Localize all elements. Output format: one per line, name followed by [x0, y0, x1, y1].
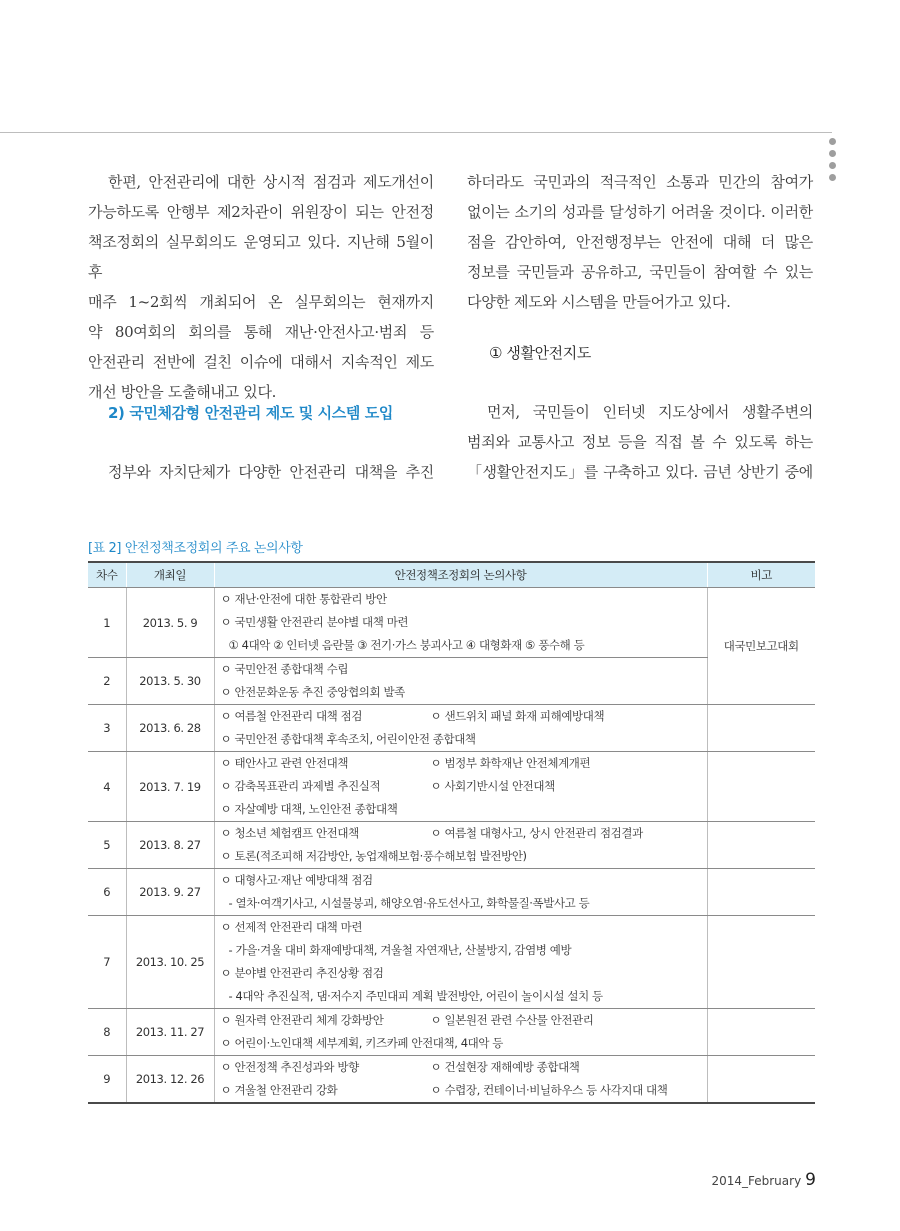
agenda-item: ㅇ 선제적 안전관리 대책 마련 [220, 920, 363, 934]
agenda-line [221, 1056, 707, 1079]
agenda-item: ㅇ 어린이·노인대책 세부계획, 키즈카페 안전대책, 4대악 등 [220, 1036, 504, 1050]
dot [829, 162, 836, 169]
round-cell: 2 [88, 658, 126, 705]
agenda-item: ㅇ 사회기반시설 안전대책 [430, 779, 555, 793]
text-line: 약 80여회의 회의를 통해 재난·안전사고·범죄 등 [88, 323, 434, 341]
round-cell: 4 [88, 752, 126, 822]
agenda-item: ㅇ 안전문화운동 추진 중앙협의회 발족 [220, 685, 405, 699]
agenda-item: - 4대악 추진실적, 댐·저수지 주민대피 계획 발전방안, 어린이 놀이시설 설치 등 [228, 989, 603, 1003]
agenda-line [221, 634, 707, 657]
agenda-cell [214, 869, 707, 916]
remark-cell [707, 822, 815, 869]
agenda-line [221, 1032, 707, 1055]
text-line: 정부와 자치단체가 다양한 안전관리 대책을 추진 [108, 463, 434, 481]
agenda-line [221, 892, 707, 915]
date-cell: 2013. 11. 27 [126, 1009, 214, 1056]
remark-cell [707, 705, 815, 752]
agenda-cell [214, 822, 707, 869]
footer-label: 2014_February [711, 1174, 802, 1188]
text-line: 안전관리 전반에 걸친 이슈에 대해서 지속적인 제도 [88, 353, 434, 371]
text-line: 매주 1~2회씩 개최되어 온 실무회의는 현재까지 [88, 293, 434, 311]
text-line: 범죄와 교통사고 정보 등을 직접 볼 수 있도록 하는 [467, 433, 813, 451]
remark-cell [707, 752, 815, 822]
date-cell: 2013. 6. 28 [126, 705, 214, 752]
agenda-cell [214, 752, 707, 822]
header-date: 개최일 [126, 562, 214, 588]
right-column-para2 [467, 397, 813, 487]
table-row [88, 822, 815, 869]
agenda-item: ㅇ 자살예방 대책, 노인안전 종합대책 [220, 802, 398, 816]
agenda-line [221, 939, 707, 962]
date-cell: 2013. 12. 26 [126, 1056, 214, 1104]
subheading: ① 생활안전지도 [489, 344, 591, 362]
agenda-item: ① 4대악 ② 인터넷 음란물 ③ 전기·가스 붕괴사고 ④ 대형화재 ⑤ 풍수해 등 [228, 638, 585, 652]
remark-cell: 대국민보고대회 [707, 588, 815, 705]
agenda-item: ㅇ 국민생활 안전관리 분야별 대책 마련 [220, 615, 409, 629]
right-column-para1 [467, 167, 813, 317]
agenda-cell [214, 588, 707, 658]
agenda-item: ㅇ 범정부 화학재난 안전체계개편 [430, 756, 591, 770]
agenda-line [221, 728, 707, 751]
round-cell: 5 [88, 822, 126, 869]
agenda-item: ㅇ 건설현장 재해예방 종합대책 [430, 1060, 580, 1074]
text-line: 한편, 안전관리에 대한 상시적 점검과 제도개선이 [108, 173, 434, 191]
header-rule [0, 132, 832, 133]
agenda-line [221, 588, 707, 611]
agenda-item: ㅇ 겨울철 안전관리 강화 [220, 1083, 338, 1097]
table-body [88, 588, 815, 1104]
agenda-line [221, 962, 707, 985]
agenda-line [221, 869, 707, 892]
agenda-line [221, 775, 707, 798]
round-cell: 7 [88, 916, 126, 1009]
agenda-item: ㅇ 국민안전 종합대책 후속조치, 어린이안전 종합대책 [220, 732, 476, 746]
date-cell: 2013. 9. 27 [126, 869, 214, 916]
date-cell: 2013. 10. 25 [126, 916, 214, 1009]
section-heading: 2) 국민체감형 안전관리 제도 및 시스템 도입 [108, 404, 393, 422]
agenda-cell [214, 916, 707, 1009]
agenda-line [221, 681, 707, 704]
agenda-item: ㅇ 토론(적조피해 저감방안, 농업재해보험·풍수해보험 발전방안) [220, 849, 527, 863]
agenda-item: ㅇ 분야별 안전관리 추진상황 점검 [220, 966, 384, 980]
agenda-line [221, 705, 707, 728]
agenda-line [221, 1009, 707, 1032]
agenda-item: ㅇ 원자력 안전관리 체계 강화방안 [220, 1013, 384, 1027]
agenda-item: - 열차·여객기사고, 시설물붕괴, 해양오염·유도선사고, 화학물질·폭발사고 등 [228, 896, 590, 910]
remark-cell [707, 916, 815, 1009]
agenda-item: ㅇ 여름철 안전관리 대책 점검 [220, 709, 363, 723]
table-caption: [표 2] 안전정책조정회의 주요 논의사항 [88, 541, 303, 556]
text-line: 다양한 제도와 시스템을 만들어가고 있다. [467, 293, 731, 311]
agenda-item: ㅇ 태안사고 관련 안전대책 [220, 756, 349, 770]
agenda-cell [214, 658, 707, 705]
text-line: 먼저, 국민들이 인터넷 지도상에서 생활주변의 [487, 403, 813, 421]
table-row [88, 658, 815, 705]
dot [829, 138, 836, 145]
date-cell: 2013. 7. 19 [126, 752, 214, 822]
agenda-cell [214, 705, 707, 752]
table-row [88, 869, 815, 916]
left-column-para1 [88, 167, 434, 407]
agenda-line [221, 752, 707, 775]
dot [829, 150, 836, 157]
round-cell: 3 [88, 705, 126, 752]
agenda-item: ㅇ 샌드위치 패널 화재 피해예방대책 [430, 709, 605, 723]
agenda-item: ㅇ 안전정책 추진성과와 방향 [220, 1060, 359, 1074]
agenda-line [221, 611, 707, 634]
agenda-item: ㅇ 재난·안전에 대한 통합관리 방안 [220, 592, 387, 606]
agenda-line [221, 845, 707, 868]
agenda-line [221, 1079, 707, 1102]
agenda-line [221, 658, 707, 681]
table-header-row [88, 562, 815, 588]
text-line: 정보를 국민들과 공유하고, 국민들이 참여할 수 있는 [467, 263, 813, 281]
date-cell: 2013. 8. 27 [126, 822, 214, 869]
remark-cell [707, 1056, 815, 1104]
table-row [88, 916, 815, 1009]
agenda-item: ㅇ 여름철 대형사고, 상시 안전관리 점검결과 [430, 826, 643, 840]
text-line: 없이는 소기의 성과를 달성하기 어려울 것이다. 이러한 [467, 203, 813, 221]
round-cell: 6 [88, 869, 126, 916]
remark-cell [707, 869, 815, 916]
date-cell: 2013. 5. 30 [126, 658, 214, 705]
date-cell: 2013. 5. 9 [126, 588, 214, 658]
agenda-table [88, 561, 815, 1104]
table-row [88, 752, 815, 822]
decorative-dots [829, 138, 839, 186]
page-footer [711, 1170, 816, 1190]
text-line: 하더라도 국민과의 적극적인 소통과 민간의 참여가 [467, 173, 813, 191]
round-cell: 1 [88, 588, 126, 658]
header-round: 차수 [88, 562, 126, 588]
agenda-line [221, 985, 707, 1008]
agenda-item: ㅇ 감축목표관리 과제별 추진실적 [220, 779, 381, 793]
text-line: 가능하도록 안행부 제2차관이 위원장이 되는 안전정 [88, 203, 434, 221]
table-row [88, 588, 815, 658]
page-number: 9 [805, 1170, 816, 1190]
table-row [88, 1009, 815, 1056]
remark-cell [707, 1009, 815, 1056]
table-row [88, 1056, 815, 1104]
text-line: 개선 방안을 도출해내고 있다. [88, 383, 277, 401]
agenda-line [221, 822, 707, 845]
agenda-item: ㅇ 수렵장, 컨테이너·비닐하우스 등 사각지대 대책 [430, 1083, 668, 1097]
agenda-cell [214, 1056, 707, 1104]
dot [829, 174, 836, 181]
header-remark: 비고 [707, 562, 815, 588]
text-line: 「생활안전지도」를 구축하고 있다. 금년 상반기 중에 [467, 463, 813, 481]
text-line: 점을 감안하여, 안전행정부는 안전에 대해 더 많은 [467, 233, 813, 251]
agenda-item: ㅇ 일본원전 관련 수산물 안전관리 [430, 1013, 594, 1027]
round-cell: 9 [88, 1056, 126, 1104]
agenda-cell [214, 1009, 707, 1056]
table-row [88, 705, 815, 752]
round-cell: 8 [88, 1009, 126, 1056]
agenda-item: ㅇ 청소년 체험캠프 안전대책 [220, 826, 359, 840]
agenda-line [221, 916, 707, 939]
agenda-item: ㅇ 대형사고·재난 예방대책 점검 [220, 873, 373, 887]
agenda-line [221, 798, 707, 821]
header-agenda: 안전정책조정회의 논의사항 [214, 562, 707, 588]
agenda-item: ㅇ 국민안전 종합대책 수립 [220, 662, 349, 676]
text-line: 책조정회의 실무회의도 운영되고 있다. 지난해 5월이후 [88, 233, 434, 281]
left-column-para2 [88, 457, 434, 487]
agenda-item: - 가을·겨울 대비 화재예방대책, 겨울철 자연재난, 산불방지, 감염병 예방 [228, 943, 572, 957]
